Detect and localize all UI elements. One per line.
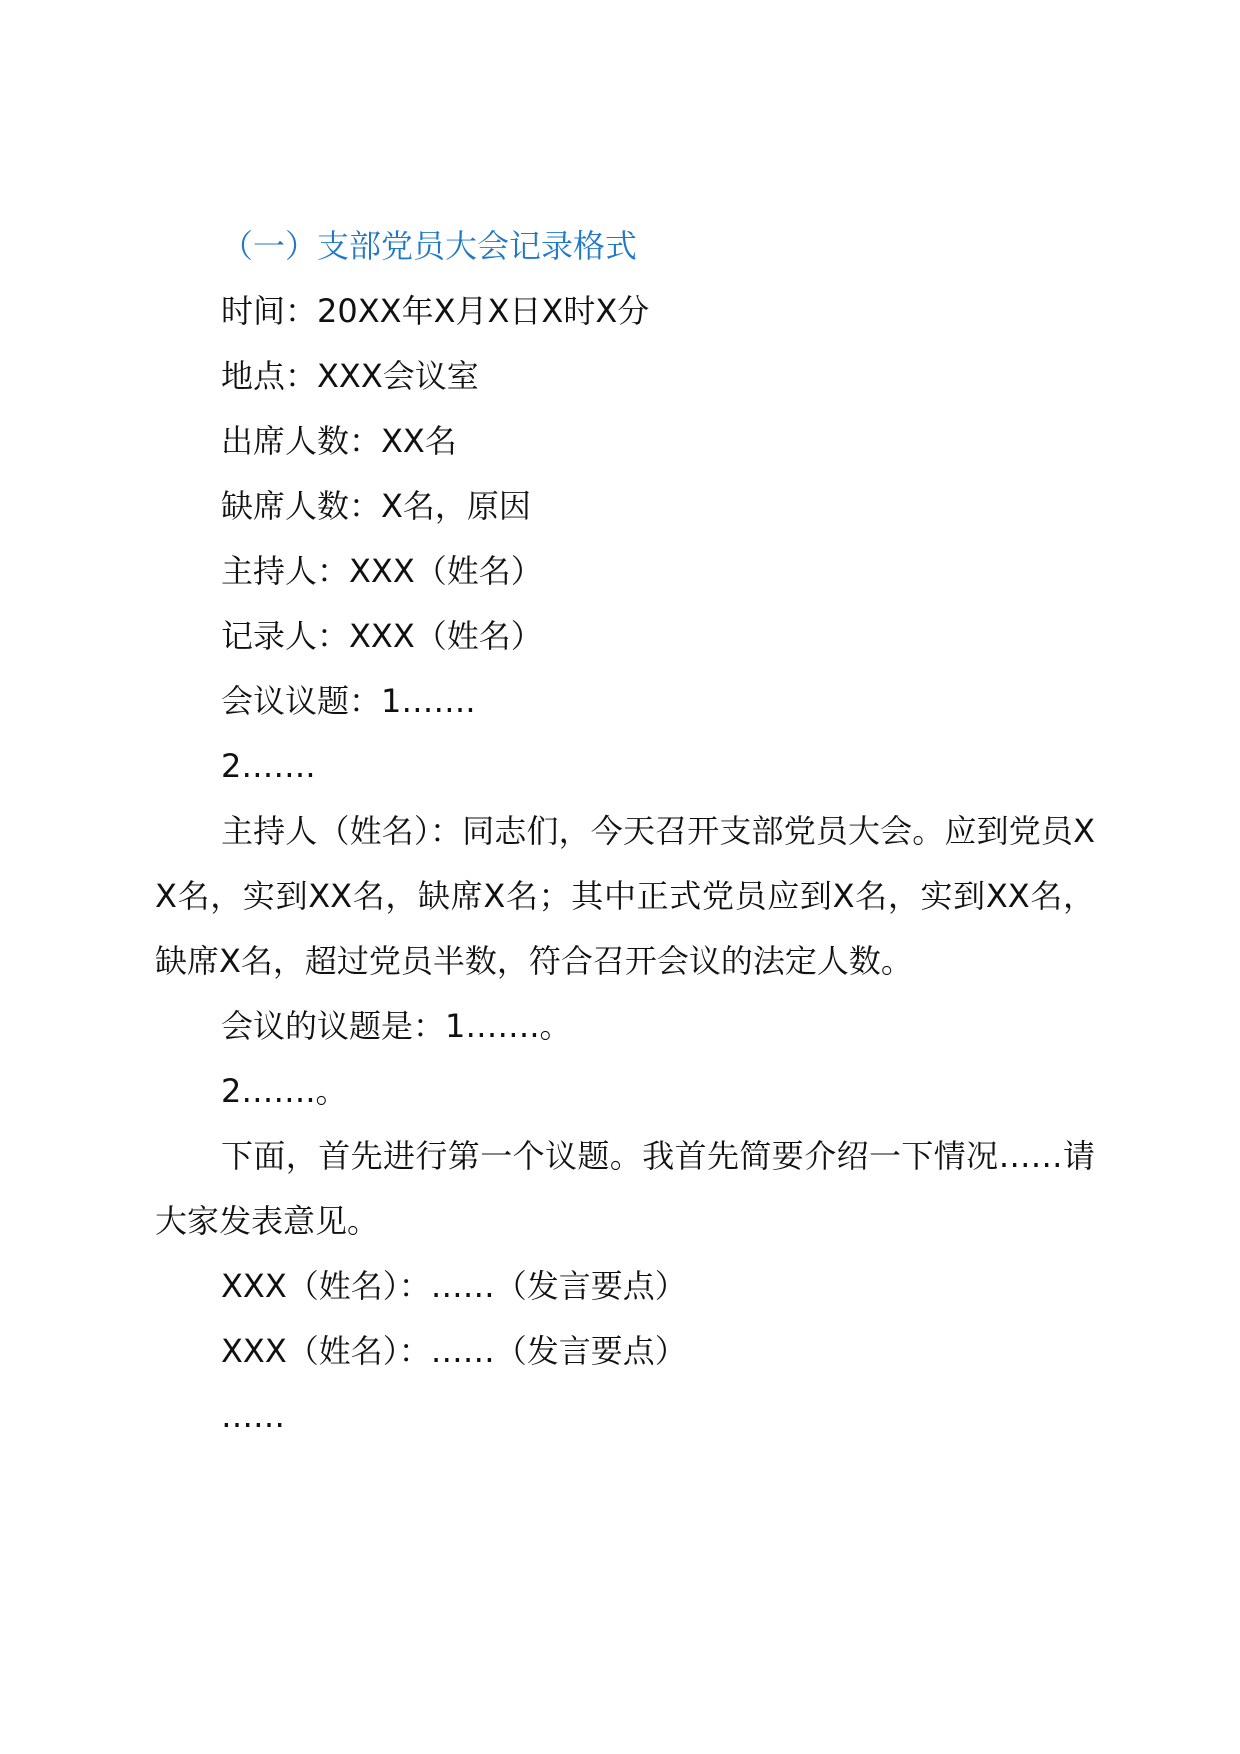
meeting-topic-2: 2…….。 [221,1072,348,1110]
meeting-host: 主持人：XXX（姓名） [221,552,543,590]
meeting-topic-1: 会议的议题是：1…….。 [221,1007,572,1045]
host-opening-paragraph: 主持人（姓名）：同志们，今天召开支部党员大会。应到党员XX名，实到XX名，缺席X名；其中正式党员应到X名，实到XX名，缺席X名，超过党员半数，符合召开会议的法定人数。 [155,812,1095,980]
speaker-point-2: XXX（姓名）：……（发言要点） [221,1332,687,1370]
speaker-point-1: XXX（姓名）：……（发言要点） [221,1267,687,1305]
document-body [155,214,1095,1449]
first-topic-intro: 下面，首先进行第一个议题。我首先简要介绍一下情况……请大家发表意见。 [155,1137,1095,1240]
meeting-recorder: 记录人：XXX（姓名） [221,617,543,655]
attendance-count: 出席人数：XX名 [221,422,457,460]
meeting-location: 地点：XXX会议室 [221,357,479,395]
agenda-item-1: 会议议题：1……. [221,682,476,720]
agenda-item-2: 2……. [221,747,316,785]
ellipsis-line: …… [221,1397,285,1435]
section-heading: （一）支部党员大会记录格式 [221,227,638,265]
absence-count: 缺席人数：X名，原因 [221,487,531,525]
meeting-time: 时间：20XX年X月X日X时X分 [221,292,650,330]
